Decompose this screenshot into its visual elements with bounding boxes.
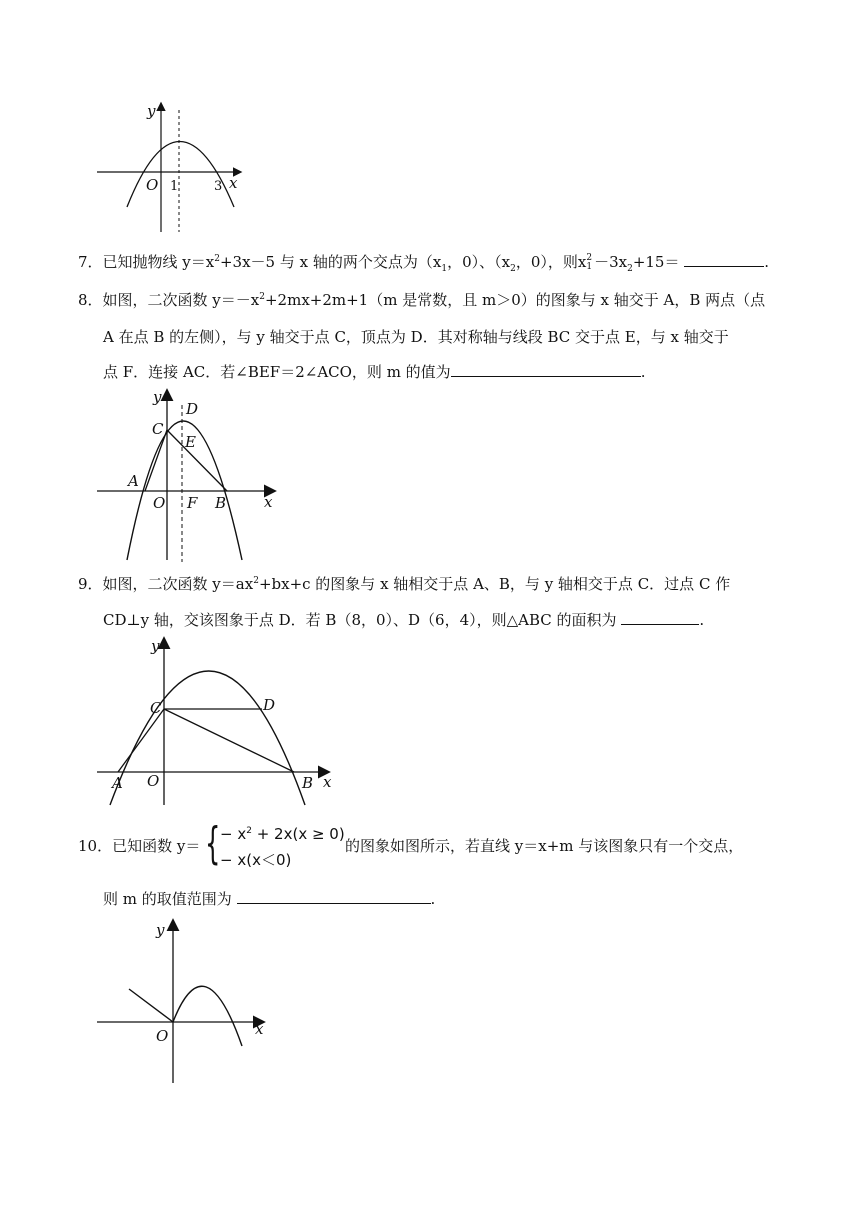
- x-label: x: [229, 174, 238, 192]
- point-c: C: [152, 420, 164, 438]
- y-label: y: [151, 637, 160, 655]
- graph-q10: [95, 915, 275, 1090]
- question-8-line-3: 点 F．连接 AC．若∠BEF＝2∠ACO，则 m 的值为 .: [103, 363, 646, 381]
- question-8-line-2: A 在点 B 的左侧），与 y 轴交于点 C，顶点为 D．其对称轴与线段 BC 交于点 E，与 x 轴交于: [103, 328, 729, 346]
- segment-ac: [118, 709, 164, 772]
- segment-cb: [164, 709, 294, 772]
- tick-1: 1: [170, 179, 179, 194]
- answer-blank-9[interactable]: [621, 610, 699, 625]
- piecewise-case-1: − $x^2 + 2x(x \ge 0)$: [220, 825, 345, 843]
- segment-ac: [145, 430, 167, 491]
- answer-blank-7[interactable]: [684, 252, 764, 267]
- point-b: B: [215, 494, 227, 512]
- point-f: F: [187, 494, 198, 512]
- point-c: C: [150, 699, 162, 717]
- point-b: B: [302, 774, 314, 792]
- x-label: x: [264, 493, 273, 511]
- parabola: [127, 142, 234, 208]
- graph-q8: [95, 385, 285, 565]
- origin-label: O: [147, 772, 160, 790]
- left-branch: [129, 989, 173, 1022]
- piecewise-brace: {: [205, 818, 221, 869]
- y-label: y: [156, 921, 165, 939]
- x-label: x: [323, 773, 332, 791]
- question-10-prefix: 10．已知函数 y＝: [78, 837, 201, 855]
- right-branch-parabola: [173, 986, 242, 1046]
- y-label: y: [147, 102, 156, 120]
- point-a: A: [112, 774, 123, 792]
- point-d: D: [263, 696, 276, 714]
- question-7: 7．已知抛物线 $y=x^2+3x-5$ 与 x 轴的两个交点为（$x_1$，0）、（$x_2$，0），则x2 $1 -3x_2+15=$ .: [78, 253, 770, 274]
- parabola: [110, 671, 305, 805]
- point-d: D: [186, 400, 199, 418]
- question-9-line-2: CD⊥y 轴，交该图象于点 D．若 B（8，0）、D（6，4），则△ABC 的面积为 .: [103, 611, 705, 629]
- graph-q9: [95, 635, 345, 810]
- question-9-line-1: 9．如图，二次函数 $y=ax^2+bx+c$ 的图象与 x 轴相交于点 A、B，与 y 轴相交于点 C．过点 C 作: [78, 575, 731, 593]
- question-10-line-2: 则 m 的取值范围为 .: [103, 890, 436, 908]
- x-label: x: [255, 1020, 264, 1038]
- answer-blank-8[interactable]: [451, 362, 641, 377]
- point-a: A: [128, 472, 139, 490]
- graph-q6: [95, 100, 245, 240]
- origin-label: O: [156, 1027, 169, 1045]
- tick-3: 3: [214, 179, 223, 194]
- point-e: E: [185, 433, 196, 451]
- answer-blank-10[interactable]: [237, 889, 431, 904]
- question-10-line-1-rest: 的图象如图所示，若直线 y＝x+m 与该图象只有一个交点，: [345, 837, 744, 855]
- segment-bc: [167, 430, 227, 491]
- origin-label: O: [146, 176, 159, 194]
- origin-label: O: [153, 494, 166, 512]
- piecewise-case-2: − x(x＜0): [220, 851, 292, 869]
- question-8-line-1: 8．如图，二次函数 $y=-x^2+2mx+2m+1(m$ 是常数，且 m＞0）的图象与 x 轴交于 A，B 两点（点: [78, 291, 766, 309]
- y-label: y: [153, 388, 162, 406]
